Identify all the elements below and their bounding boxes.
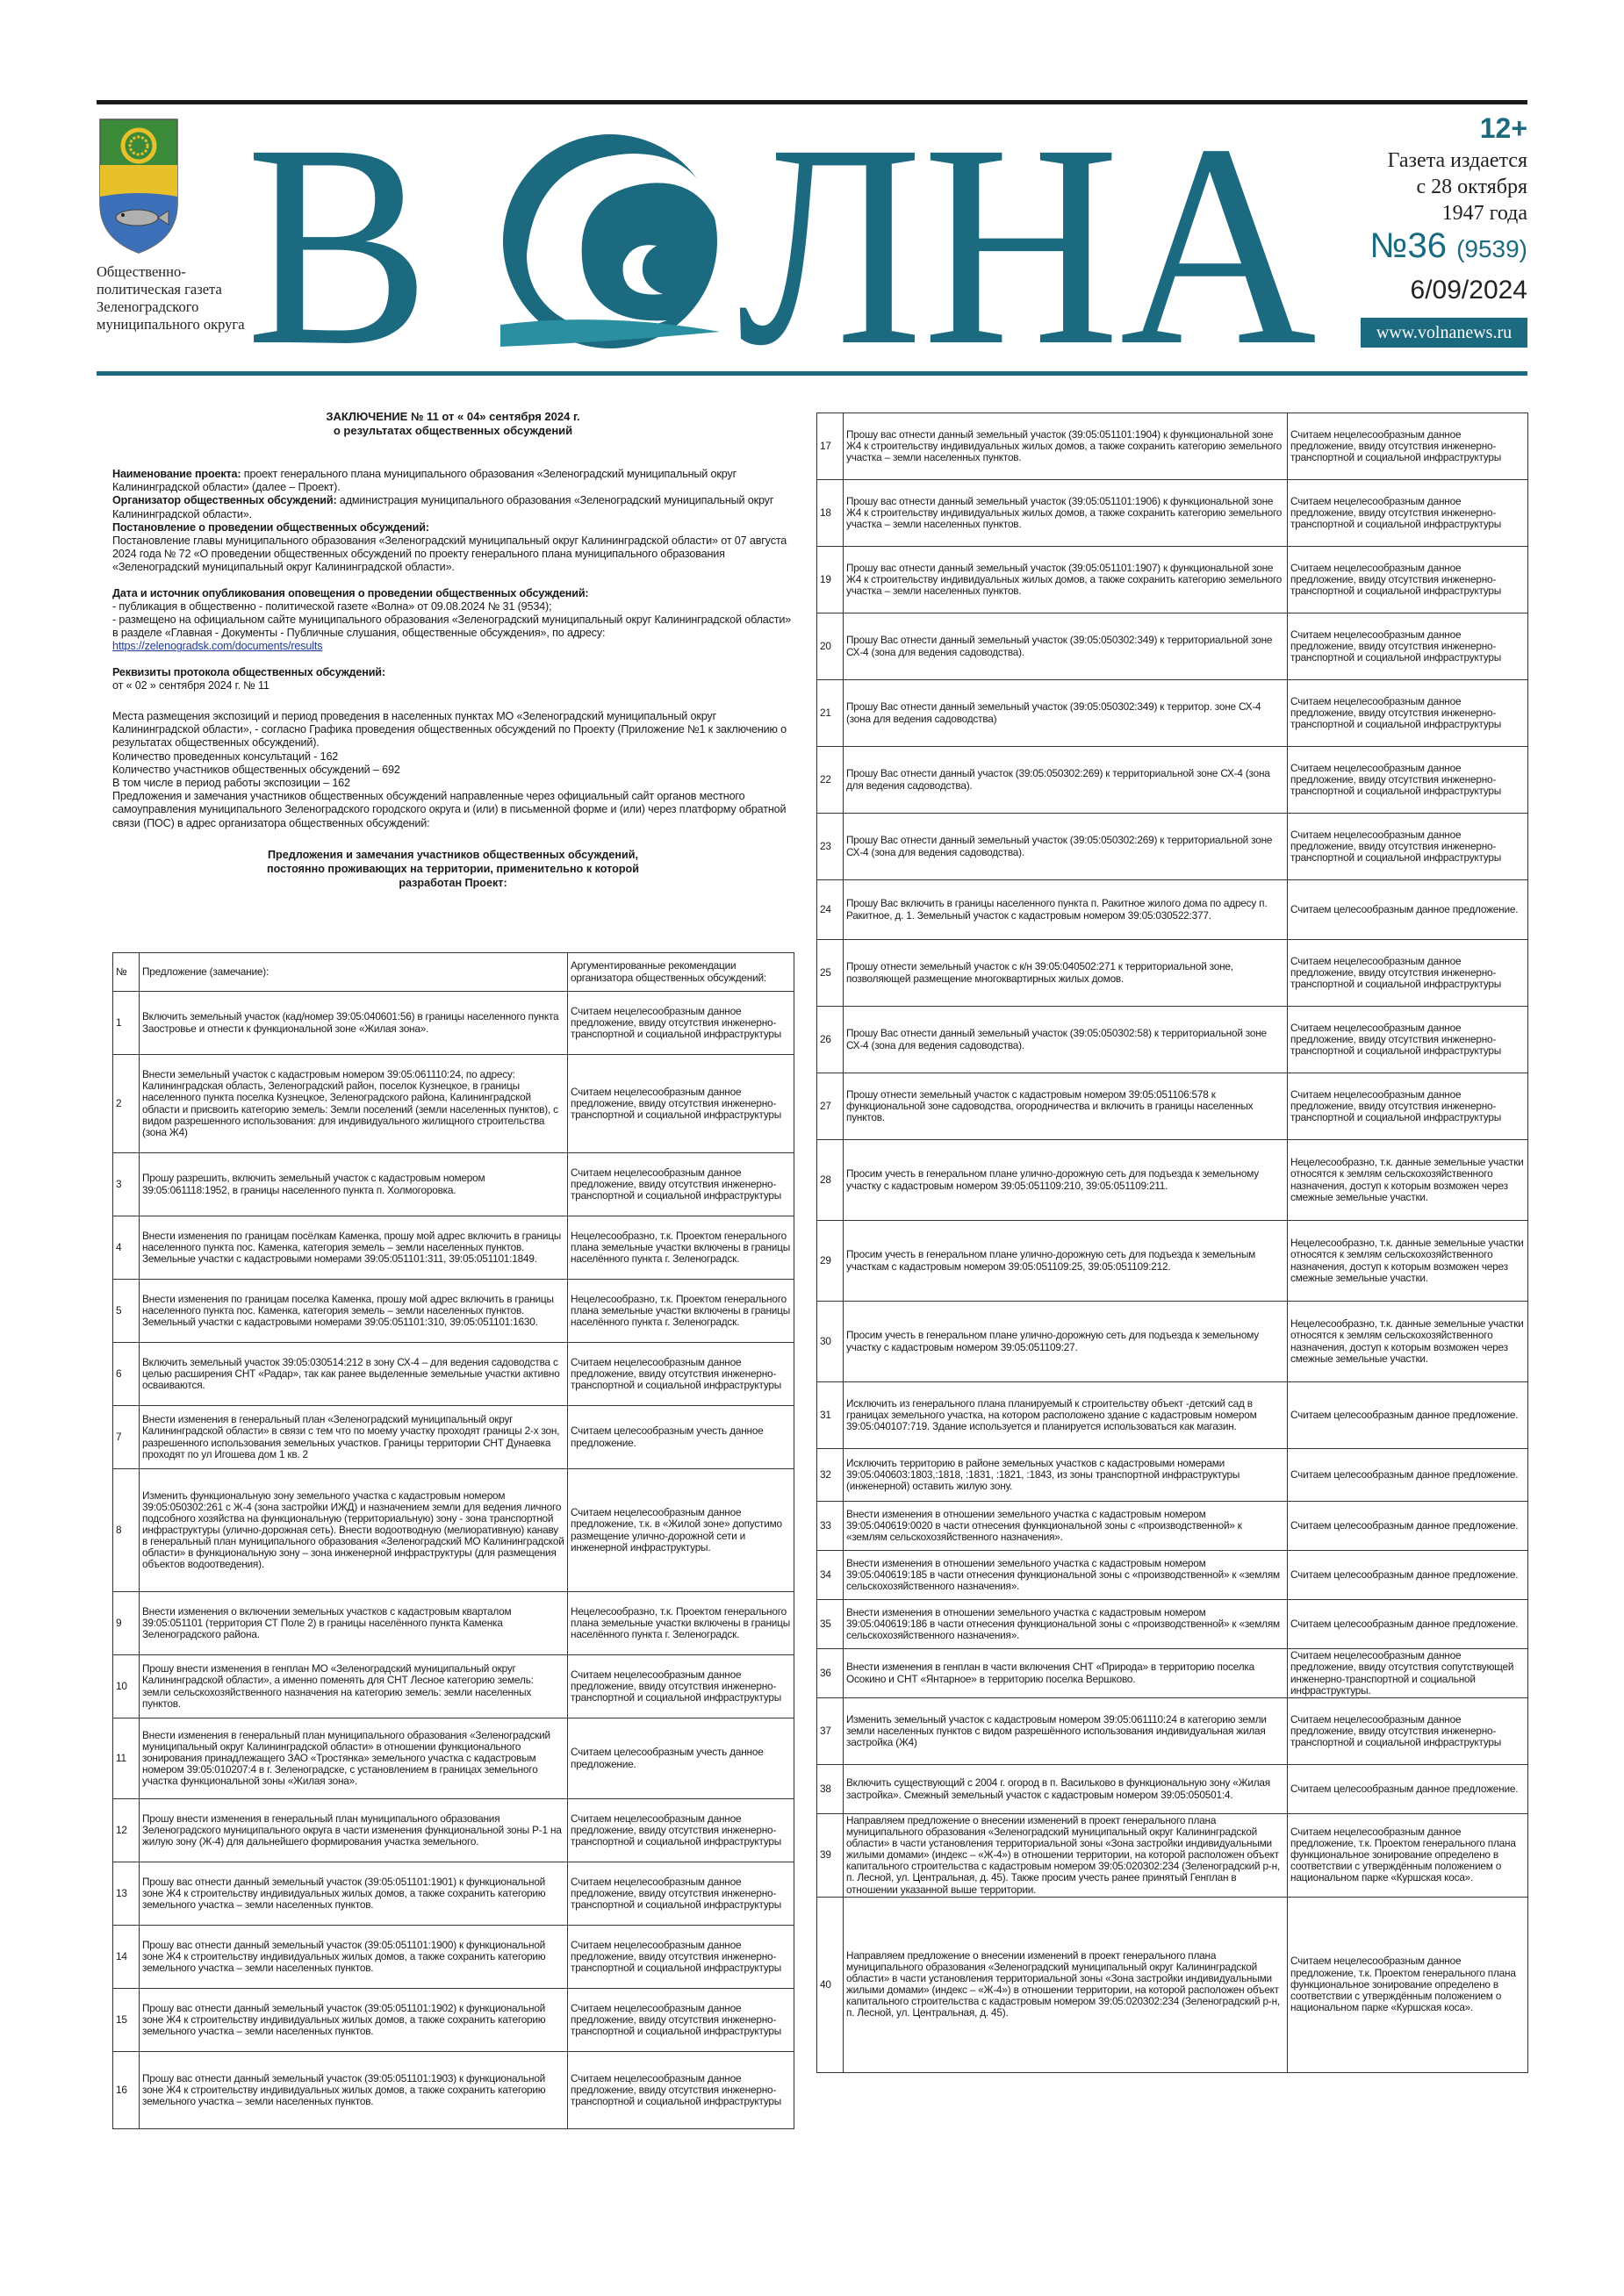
row-proposal: Прошу вас отнести данный земельный участок (39:05:051101:1902) к функциональной зоне Ж4 к строительству индивидуальных жилых домов, а также сохранить категорию земельного участка – земли населенных пунктов.	[140, 1989, 568, 2052]
row-proposal: Прошу отнести земельный участок с к/н 39:05:040502:271 к территориальной зоне, позволяющей размещение многоквартирных жилых домов.	[844, 940, 1288, 1007]
table-row	[113, 1153, 794, 1216]
row-proposal: Внести земельный участок с кадастровым номером 39:05:061110:24, по адресу: Калининградская область, Зеленоградский район, поселок Кузнецкое, в границы населенного пункта поселка Кузнецкое, Зеленоградского района, Калининградской области и присвоить категорию земель: Земли поселений (земли населенных пунктов), с видом разрешенного использования: для индивидуального жилищного строительства (зона Ж4)	[140, 1055, 568, 1153]
row-number: 5	[113, 1280, 140, 1343]
row-proposal: Внести изменения по границам посёлкам Каменка, прошу мой адрес включить в границы населенного пункта пос. Каменка, категория земель – земли населенных пунктов. Земельные участки с кадастровыми номерами 39:05:051101:311, 39:05:051101:1849.	[140, 1216, 568, 1280]
conclusion-title-line-2: о результатах общественных обсуждений	[333, 424, 573, 437]
row-number: 23	[817, 814, 844, 880]
row-number: 38	[817, 1765, 844, 1814]
table-row	[817, 1600, 1528, 1649]
row-number: 12	[113, 1799, 140, 1862]
row-number: 37	[817, 1698, 844, 1765]
table-row	[113, 992, 794, 1055]
row-recommendation: Считаем нецелесообразным данное предложение, ввиду отсутствия инженерно-транспортной и социальной инфраструктуры	[1288, 1698, 1528, 1765]
results-link[interactable]: https://zelenogradsk.com/documents/results	[112, 640, 323, 653]
table-row	[817, 1302, 1528, 1382]
expo-count: В том числе в период работы экспозиции – 162	[112, 777, 350, 790]
row-recommendation: Считаем нецелесообразным данное предложение, т.к. в «Жилой зоне» допустимо размещение улично-дорожной сети и инженерной инфраструктуры.	[568, 1469, 794, 1592]
row-recommendation: Считаем целесообразным учесть данное предложение.	[568, 1718, 794, 1799]
row-proposal: Изменить земельный участок с кадастровым номером 39:05:061110:24 в категорию земли земли населенных пунктов с видом разрешённого использования индивидуальная жилая застройка (Ж4)	[844, 1698, 1288, 1765]
row-recommendation: Нецелесообразно, т.к. данные земельные участки относятся к землям сельскохозяйственного назначения, доступ к которым возможен через смежные земельные участки.	[1288, 1140, 1528, 1221]
row-number: 13	[113, 1862, 140, 1926]
table-row	[113, 1926, 794, 1989]
row-recommendation: Считаем нецелесообразным данное предложение, ввиду отсутствия сопутствующей инженерно-транспортной и социальной инфраструктуры.	[1288, 1649, 1528, 1698]
row-recommendation: Считаем целесообразным данное предложение.	[1288, 880, 1528, 940]
table-row	[817, 1698, 1528, 1765]
logo-letters-lna: ЛНА	[737, 123, 1317, 351]
row-recommendation: Считаем нецелесообразным данное предложение, ввиду отсутствия инженерно-транспортной и социальной инфраструктуры	[1288, 613, 1528, 680]
table-row	[817, 547, 1528, 613]
row-proposal: Направляем предложение о внесении изменений в проект генерального плана муниципального образования «Зеленоградский муниципальный округ Калининградской области» в части установления территориальной зоны «Зона застройки индивидуальными жилыми домами» (индекс – «Ж-4») в отношении территории, на которой расположен объект капитального строительства с кадастровым номером 39:05:020302:234 (Зеленоградский р-н, п. Лесной, ул. Центральная, д. 45). Также просим учесть ранее принятый Генплан в отношении указанной выше территории.	[844, 1814, 1288, 1898]
row-recommendation: Считаем целесообразным данное предложение.	[1288, 1551, 1528, 1600]
row-proposal: Прошу вас отнести данный земельный участок (39:05:051101:1906) к функциональной зоне Ж4 к строительству индивидуальных жилых домов, а также сохранить категорию земельного участка – земли населенных пунктов.	[844, 480, 1288, 547]
project-text: проект генерального плана муниципального образования «Зеленоградский муниципальный округ Калининградской области» (далее – Проект).	[112, 468, 737, 494]
issue-number	[1370, 226, 1527, 266]
row-proposal: Прошу внести изменения в генеральный план муниципального образования Зеленоградского муниципального округа в части изменения функциональной зоны Р-1 на жилую зону (Ж-4) для дальнейшего формирования участка земельного.	[140, 1799, 568, 1862]
table-row	[817, 1551, 1528, 1600]
table-row	[817, 1502, 1528, 1551]
table-row	[817, 1897, 1528, 2072]
row-recommendation: Считаем нецелесообразным данное предложение, ввиду отсутствия инженерно-транспортной и социальной инфраструктуры	[568, 1655, 794, 1718]
conclusion-title	[218, 410, 688, 438]
row-number: 33	[817, 1502, 844, 1551]
decree-paragraph	[112, 521, 794, 575]
row-number: 11	[113, 1718, 140, 1799]
publication-text-2: - размещено на официальном сайте муниципального образования «Зеленоградский муниципальный округ Калининградской области» в разделе «Главная - Документы - Публичные слушания, общественные обсуждения», по адресу:	[112, 613, 792, 640]
row-number: 14	[113, 1926, 140, 1989]
row-proposal: Прошу Вас включить в границы населенного пункта п. Ракитное жилого дома по адресу п. Ракитное, д. 1. Земельный участок с кадастровым номером 39:05:030522:377.	[844, 880, 1288, 940]
row-recommendation: Считаем нецелесообразным данное предложение, ввиду отсутствия инженерно-транспортной и социальной инфраструктуры	[568, 1799, 794, 1862]
conclusion-title-line-1: ЗАКЛЮЧЕНИЕ № 11 от « 04» сентября 2024 г.	[326, 410, 580, 423]
proposals-table-left	[112, 952, 794, 2129]
row-proposal: Внести изменения о включении земельных участков с кадастровым кварталом 39:05:051101 (территория СТ Поле 2) в границы населённого пункта Каменка Зеленоградского района.	[140, 1592, 568, 1655]
table-row	[817, 680, 1528, 747]
table-row	[817, 1221, 1528, 1302]
newspaper-tagline: Общественно-политическая газета Зеленоградского муниципального округа	[97, 263, 245, 333]
row-proposal: Прошу Вас отнести данный земельный участок (39:05:050302:349) к территор. зоне СХ-4 (зона для ведения садоводства)	[844, 680, 1288, 747]
organizer-paragraph	[112, 494, 794, 520]
row-number: 21	[817, 680, 844, 747]
row-proposal: Включить земельный участок 39:05:030514:212 в зону СХ-4 – для ведения садоводства с целью расширения СНТ «Радар», так как ранее выделенные земельные участки активно осваиваются.	[140, 1343, 568, 1406]
row-recommendation: Нецелесообразно, т.к. Проектом генерального плана земельные участки включены в границы населённого пункта г. Зеленоградск.	[568, 1216, 794, 1280]
row-recommendation: Считаем нецелесообразным данное предложение, ввиду отсутствия инженерно-транспортной и социальной инфраструктуры	[568, 992, 794, 1055]
project-paragraph	[112, 468, 794, 494]
row-recommendation: Считаем нецелесообразным данное предложение, ввиду отсутствия инженерно-транспортной и социальной инфраструктуры	[568, 2052, 794, 2129]
row-number: 32	[817, 1449, 844, 1502]
row-proposal: Прошу Вас отнести данный земельный участок (39:05:050302:58) к территориальной зоне СХ-4 (зона для ведения садоводства).	[844, 1007, 1288, 1073]
table-row	[817, 747, 1528, 814]
protocol-label: Реквизиты протокола общественных обсуждений:	[112, 665, 385, 678]
row-proposal: Внести изменения в генплан в части включения СНТ «Природа» в территорию поселка Осокино и СНТ «Янтарное» в территорию поселка Вершково.	[844, 1649, 1288, 1698]
places-text: Места размещения экспозиций и период проведения в населенных пунктах МО «Зеленоградский муниципальный округ Калининградской области», - согласно Графика проведения общественных обсуждений по Проекту (Приложение №1 к заключению о результатах общественных обсуждений).	[112, 710, 787, 750]
row-recommendation: Нецелесообразно, т.к. данные земельные участки относятся к землям сельскохозяйственного назначения, доступ к которым возможен через смежные земельные участки.	[1288, 1221, 1528, 1302]
logo-letter-v: В	[246, 123, 430, 351]
row-recommendation: Нецелесообразно, т.к. Проектом генерального плана земельные участки включены в границы населённого пункта г. Зеленоградск.	[568, 1592, 794, 1655]
issue-date: 6/09/2024	[1410, 276, 1527, 305]
row-number: 20	[817, 613, 844, 680]
row-number: 2	[113, 1055, 140, 1153]
row-proposal: Просим учесть в генеральном плане улично-дорожную сеть для подъезда к земельному участку с кадастровым номером 39:05:051109:27.	[844, 1302, 1288, 1382]
row-proposal: Прошу вас отнести данный земельный участок (39:05:051101:1900) к функциональной зоне Ж4 к строительству индивидуальных жилых домов, а также сохранить категорию земельного участка – земли населенных пунктов.	[140, 1926, 568, 1989]
table-row	[817, 880, 1528, 940]
row-number: 7	[113, 1406, 140, 1469]
table-row	[113, 1592, 794, 1655]
row-number: 4	[113, 1216, 140, 1280]
row-proposal: Внести изменения в отношении земельного участка с кадастровым номером 39:05:040619:0020 в части отнесения функциональной зоны с «производственной» к «землям сельскохозяйственного назначения».	[844, 1502, 1288, 1551]
organizer-label: Организатор общественных обсуждений:	[112, 494, 337, 507]
row-number: 24	[817, 880, 844, 940]
row-proposal: Исключить из генерального плана планируемый к строительству объект -детский сад в границах земельного участка, на котором расположено здание с кадастровым номером 39:05:040107:719. Здание используется и планируется использоваться как магазин.	[844, 1382, 1288, 1449]
row-number: 31	[817, 1382, 844, 1449]
wave-icon	[500, 134, 720, 348]
coat-of-arms-icon	[97, 116, 181, 256]
table-row	[817, 1382, 1528, 1449]
table-row	[817, 1449, 1528, 1502]
row-number: 17	[817, 413, 844, 480]
row-number: 39	[817, 1814, 844, 1898]
row-recommendation: Считаем целесообразным данное предложение.	[1288, 1502, 1528, 1551]
table-row	[113, 1216, 794, 1280]
row-recommendation: Считаем нецелесообразным данное предложение, ввиду отсутствия инженерно-транспортной и социальной инфраструктуры	[1288, 1007, 1528, 1073]
places-paragraph	[112, 710, 794, 830]
decree-label: Постановление о проведении общественных обсуждений:	[112, 520, 429, 534]
row-proposal: Просим учесть в генеральном плане улично-дорожную сеть для подъезда к земельным участкам с кадастровым номером 39:05:051109:25, 39:05:051109:212.	[844, 1221, 1288, 1302]
table-header-row	[113, 953, 794, 992]
row-number: 6	[113, 1343, 140, 1406]
table-row	[817, 940, 1528, 1007]
masthead-top-rule	[97, 100, 1527, 104]
row-number: 9	[113, 1592, 140, 1655]
table-row	[817, 1814, 1528, 1898]
since-line-2: с 28 октября	[1416, 176, 1527, 198]
table-row	[113, 1718, 794, 1799]
row-recommendation: Нецелесообразно, т.к. данные земельные участки относятся к землям сельскохозяйственного назначения, доступ к которым возможен через смежные земельные участки.	[1288, 1302, 1528, 1382]
row-proposal: Прошу отнести земельный участок с кадастровым номером 39:05:051106:578 к функциональной зоне садоводства, огородничества и включить в границы населенных пунктов.	[844, 1073, 1288, 1140]
table-row	[817, 814, 1528, 880]
row-proposal: Просим учесть в генеральном плане улично-дорожную сеть для подъезда к земельному участку с кадастровым номером 39:05:051109:210, 39:05:051109:211.	[844, 1140, 1288, 1221]
row-recommendation: Считаем нецелесообразным данное предложение, ввиду отсутствия инженерно-транспортной и социальной инфраструктуры	[1288, 680, 1528, 747]
header-num: №	[113, 953, 140, 992]
row-recommendation: Считаем нецелесообразным данное предложение, ввиду отсутствия инженерно-транспортной и социальной инфраструктуры	[1288, 480, 1528, 547]
row-proposal: Прошу внести изменения в генплан МО «Зеленоградский муниципальный округ Калининградской области», а именно поменять для СНТ Лесное категорию земель: земли сельскохозяйственного назначения на категорию земель: земли населенных пунктов.	[140, 1655, 568, 1718]
row-proposal: Прошу Вас отнести данный участок (39:05:050302:269) к территориальной зоне СХ-4 (зона для ведения садоводства).	[844, 747, 1288, 814]
table-row	[817, 413, 1528, 480]
table-row	[113, 1055, 794, 1153]
row-recommendation: Считаем нецелесообразным данное предложение, ввиду отсутствия инженерно-транспортной и социальной инфраструктуры	[568, 1926, 794, 1989]
table-row	[113, 1989, 794, 2052]
row-proposal: Внести изменения в отношении земельного участка с кадастровым номером 39:05:040619:186 в части отнесения функциональной зоны с «производственной» к «землям сельскохозяйственного назначения».	[844, 1600, 1288, 1649]
row-proposal: Включить существующий с 2004 г. огород в п. Васильково в функциональную зону «Жилая застройка». Смежный земельный участок с кадастровым номером 39:05:050501:4.	[844, 1765, 1288, 1814]
row-proposal: Прошу вас отнести данный земельный участок (39:05:051101:1907) к функциональной зоне Ж4 к строительству индивидуальных жилых домов, а также сохранить категорию земельного участка – земли населенных пунктов.	[844, 547, 1288, 613]
row-proposal: Прошу Вас отнести данный земельный участок (39:05:050302:269) к территориальной зоне СХ-4 (зона для ведения садоводства).	[844, 814, 1288, 880]
row-recommendation: Считаем нецелесообразным данное предложение, ввиду отсутствия инженерно-транспортной и социальной инфраструктуры	[568, 1862, 794, 1926]
row-number: 29	[817, 1221, 844, 1302]
proposals-text: Предложения и замечания участников общественных обсуждений направленные через официальный сайт органов местного самоуправления муниципального Зеленоградского городского округа и (или) в письменной форме и (или) через платформу обратной связи (ПОС) в адрес организатора общественных обсуждений:	[112, 790, 787, 829]
since-line-1: Газета издается	[1387, 149, 1527, 172]
consultations-count: Количество проведенных консультаций - 162	[112, 750, 339, 763]
since-text	[1326, 147, 1527, 226]
row-recommendation: Считаем целесообразным учесть данное предложение.	[568, 1406, 794, 1469]
header-recommendation: Аргументированные рекомендации организатора общественных обсуждений:	[568, 953, 794, 992]
row-recommendation: Нецелесообразно, т.к. Проектом генерального плана земельные участки включены в границы населённого пункта г. Зеленоградск.	[568, 1280, 794, 1343]
row-proposal: Включить земельный участок (кад/номер 39:05:040601:56) в границы населенного пункта Заостровье и отнести к функциональной зоне «Жилая зона».	[140, 992, 568, 1055]
row-number: 15	[113, 1989, 140, 2052]
row-recommendation: Считаем целесообразным данное предложение.	[1288, 1765, 1528, 1814]
table-row	[817, 1140, 1528, 1221]
row-recommendation: Считаем нецелесообразным данное предложение, т.к. Проектом генерального плана функциональное зонирование определено в соответствии с утверждённым положением о национальном парке «Куршская коса».	[1288, 1897, 1528, 2072]
age-rating: 12+	[1479, 112, 1527, 144]
row-number: 25	[817, 940, 844, 1007]
table-row	[113, 1280, 794, 1343]
table-row	[817, 480, 1528, 547]
row-recommendation: Считаем нецелесообразным данное предложение, ввиду отсутствия инженерно-транспортной и социальной инфраструктуры	[568, 1989, 794, 2052]
table-heading: Предложения и замечания участников общественных обсуждений, постоянно проживающих на территории, применительно к которой разработан Проект:	[267, 848, 639, 889]
row-number: 8	[113, 1469, 140, 1592]
row-proposal: Исключить территорию в районе земельных участков с кадастровыми номерами 39:05:040603:1803,:1818, :1831, :1821, :1843, из зоны транспортной инфраструктуры (инженерной) оставить жилую зону.	[844, 1449, 1288, 1502]
row-recommendation: Считаем нецелесообразным данное предложение, т.к. Проектом генерального плана функциональное зонирование определено в соответствии с утверждённым положением о национальном парке «Куршская коса».	[1288, 1814, 1528, 1898]
row-recommendation: Считаем нецелесообразным данное предложение, ввиду отсутствия инженерно-транспортной и социальной инфраструктуры	[1288, 547, 1528, 613]
table-row	[817, 1765, 1528, 1814]
protocol-paragraph	[112, 666, 794, 692]
table-row	[817, 1007, 1528, 1073]
row-number: 18	[817, 480, 844, 547]
publication-label: Дата и источник опубликования оповещения о проведении общественных обсуждений:	[112, 586, 589, 599]
row-recommendation: Считаем целесообразным данное предложение.	[1288, 1449, 1528, 1502]
since-line-3: 1947 года	[1441, 202, 1527, 225]
participants-count: Количество участников общественных обсуждений – 692	[112, 763, 400, 776]
table-row	[113, 1469, 794, 1592]
row-number: 27	[817, 1073, 844, 1140]
row-proposal: Прошу вас отнести данный земельный участок (39:05:051101:1904) к функциональной зоне Ж4 к строительству индивидуальных жилых домов, а также сохранить категорию земельного участка – земли населенных пунктов.	[844, 413, 1288, 480]
row-number: 28	[817, 1140, 844, 1221]
website-link[interactable]: www.volnanews.ru	[1361, 318, 1527, 348]
table-row	[113, 1655, 794, 1718]
row-number: 16	[113, 2052, 140, 2129]
project-label: Наименование проекта:	[112, 468, 241, 480]
table-row	[113, 1343, 794, 1406]
row-recommendation: Считаем нецелесообразным данное предложение, ввиду отсутствия инженерно-транспортной и социальной инфраструктуры	[1288, 940, 1528, 1007]
row-proposal: Прошу вас отнести данный земельный участок (39:05:051101:1901) к функциональной зоне Ж4 к строительству индивидуальных жилых домов, а также сохранить категорию земельного участка – земли населенных пунктов.	[140, 1862, 568, 1926]
row-recommendation: Считаем нецелесообразным данное предложение, ввиду отсутствия инженерно-транспортной и социальной инфраструктуры	[1288, 413, 1528, 480]
header-proposal: Предложение (замечание):	[140, 953, 568, 992]
row-number: 26	[817, 1007, 844, 1073]
table-row	[113, 2052, 794, 2129]
table-row	[817, 1649, 1528, 1698]
row-proposal: Внести изменения по границам поселка Каменка, прошу мой адрес включить в границы населенного пункта пос. Каменка, категория земель – земли населенных пунктов. Земельный участки с кадастровыми номерами 39:05:051101:310, 39:05:051101:1630.	[140, 1280, 568, 1343]
row-proposal: Прошу вас отнести данный земельный участок (39:05:051101:1903) к функциональной зоне Ж4 к строительству индивидуальных жилых домов, а также сохранить категорию земельного участка – земли населенных пунктов.	[140, 2052, 568, 2129]
row-recommendation: Считаем нецелесообразным данное предложение, ввиду отсутствия инженерно-транспортной и социальной инфраструктуры	[1288, 1073, 1528, 1140]
row-recommendation: Считаем нецелесообразным данное предложение, ввиду отсутствия инженерно-транспортной и социальной инфраструктуры	[1288, 747, 1528, 814]
row-number: 19	[817, 547, 844, 613]
row-number: 34	[817, 1551, 844, 1600]
row-number: 10	[113, 1655, 140, 1718]
row-proposal: Прошу Вас отнести данный земельный участок (39:05:050302:349) к территориальной зоне СХ-4 (зона для ведения садоводства).	[844, 613, 1288, 680]
masthead-bottom-rule	[97, 371, 1527, 376]
row-recommendation: Считаем целесообразным данное предложение.	[1288, 1382, 1528, 1449]
row-number: 22	[817, 747, 844, 814]
row-number: 1	[113, 992, 140, 1055]
row-proposal: Внести изменения в отношении земельного участка с кадастровым номером 39:05:040619:185 в части отнесения функциональной зоны с «производственной» к «землям сельскохозяйственного назначения».	[844, 1551, 1288, 1600]
table-row	[113, 1799, 794, 1862]
proposals-table-right	[816, 413, 1528, 2073]
publication-paragraph	[112, 587, 794, 654]
row-number: 35	[817, 1600, 844, 1649]
row-proposal: Направляем предложение о внесении изменений в проект генерального плана муниципального образования «Зеленоградский муниципальный округ Калининградской области» в части установления территориальной зоны «Зона застройки индивидуальными жилыми домами» (индекс – «Ж-4») в отношении территории, на которой расположен объект капитального строительства с кадастровым номером 39:05:020302:234 (Зеленоградский р-н, п. Лесной, ул. Центральная, д. 45).	[844, 1897, 1288, 2072]
organizer-text: администрация муниципального образования «Зеленоградский муниципальный округ Калининградской области».	[112, 494, 774, 520]
table-row	[817, 1073, 1528, 1140]
row-recommendation: Считаем нецелесообразным данное предложение, ввиду отсутствия инженерно-транспортной и социальной инфраструктуры	[1288, 814, 1528, 880]
row-recommendation: Считаем нецелесообразным данное предложение, ввиду отсутствия инженерно-транспортной и социальной инфраструктуры	[568, 1343, 794, 1406]
row-recommendation: Считаем нецелесообразным данное предложение, ввиду отсутствия инженерно-транспортной и социальной инфраструктуры	[568, 1055, 794, 1153]
row-number: 36	[817, 1649, 844, 1698]
decree-text: Постановление главы муниципального образования «Зеленоградский муниципальный округ Калининградской области» от 07 августа 2024 года № 72 «О проведении общественных обсуждений по проекту генерального плана муниципального образования «Зеленоградский муниципальный округ Калининградской области».	[112, 535, 787, 574]
row-number: 40	[817, 1897, 844, 2072]
table-row	[113, 1862, 794, 1926]
issue-total: (9539)	[1456, 235, 1527, 262]
row-recommendation: Считаем целесообразным данное предложение.	[1288, 1600, 1528, 1649]
table-row	[113, 1406, 794, 1469]
row-number: 30	[817, 1302, 844, 1382]
row-proposal: Внести изменения в генеральный план «Зеленоградский муниципальный округ Калининградской области» в связи с тем что по моему участку проходят границы 2-х зон, разрешенного использования земельных участков. Границы территории СНТ Дунаевка проходят по ул Игошева дом 1 кв. 2	[140, 1406, 568, 1469]
row-proposal: Изменить функциональную зону земельного участка с кадастровым номером 39:05:050302:261 с Ж-4 (зона застройки ИЖД) и назначением земли для ведения личного подсобного хозяйства на функциональную (территориальную) зону - зона транспортной инфраструктуры (улично-дорожная сеть). Внести водоотводную (мелиоративную) канаву в генеральный план муниципального образования «Зеленоградский МО Калининградской области» в функциональную зону – зона инженерной инфраструктуры (для размещения объектов водоотведения).	[140, 1469, 568, 1592]
table-row	[817, 613, 1528, 680]
row-proposal: Внести изменения в генеральный план муниципального образования «Зеленоградский муниципальный округ Калининградской области» в отношении функционального зонирования принадлежащего ЗАО «Тростянка» земельного участка с кадастровым номером 39:05:010207:4 в г. Зеленоградске, с установлением в границах земельного участка функциональной зоны «Жилая зона».	[140, 1718, 568, 1799]
protocol-text: от « 02 » сентября 2024 г. № 11	[112, 678, 269, 692]
row-number: 3	[113, 1153, 140, 1216]
row-recommendation: Считаем нецелесообразным данное предложение, ввиду отсутствия инженерно-транспортной и социальной инфраструктуры	[568, 1153, 794, 1216]
volna-logo	[246, 123, 1317, 351]
issue-no: №36	[1369, 226, 1447, 265]
publication-text-1: - публикация в общественно - политической газете «Волна» от 09.08.2024 № 31 (9534);	[112, 599, 552, 613]
conclusion-text	[112, 410, 794, 890]
row-proposal: Прошу разрешить, включить земельный участок с кадастровым номером 39:05:061118:1952, в границы населенного пункта п. Холмогоровка.	[140, 1153, 568, 1216]
